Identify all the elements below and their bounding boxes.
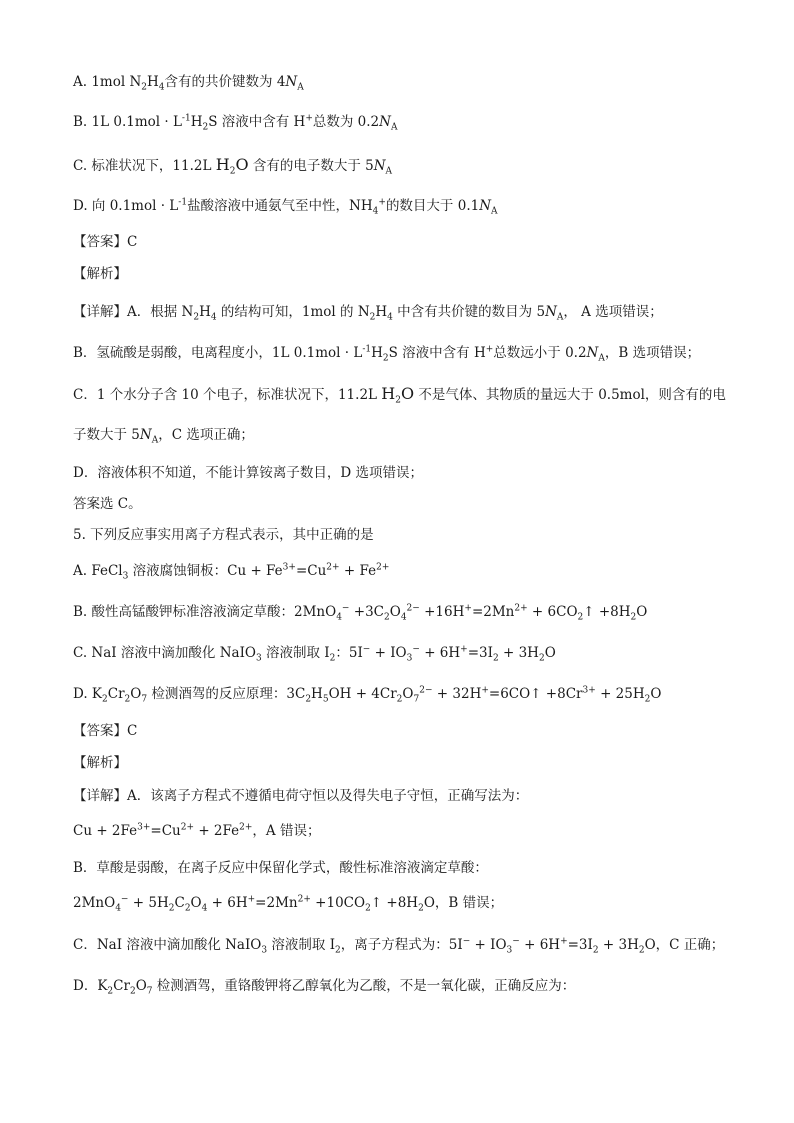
text: ：5I <box>335 645 363 661</box>
sup: 2− <box>419 685 433 696</box>
text: =Cu <box>295 563 327 579</box>
text: 溶液制取 I <box>261 645 330 661</box>
n-symbol: N <box>139 427 152 443</box>
sub: 2 <box>395 395 401 406</box>
q5-detail-b1: B．草酸是弱酸，在离子反应中保留化学式，酸性标准溶液滴定草酸： <box>73 860 488 876</box>
text: =2Mn <box>471 604 515 620</box>
sub: 2 <box>492 653 499 664</box>
text: 总数为 0.2 <box>312 114 380 130</box>
text: =3I <box>467 645 493 661</box>
q5-detail-a1: 【详解】A．该离子方程式不遵循电荷守恒以及得失电子守恒，正确写法为： <box>73 788 529 804</box>
n-symbol: N <box>373 158 386 174</box>
sub: 2 <box>382 353 389 364</box>
sup: 3+ <box>582 685 596 696</box>
text: H <box>381 384 396 403</box>
q4-detail-c1 <box>73 384 726 405</box>
text: H <box>147 74 159 90</box>
text: H <box>311 686 323 702</box>
text: =Cu <box>150 823 181 839</box>
text: C. NaI 溶液中滴加酸化 NaIO <box>73 645 256 661</box>
text: O <box>135 978 147 994</box>
sub: 4 <box>372 206 379 217</box>
sub: 2 <box>644 694 651 705</box>
text: ， A 选项错误； <box>563 304 663 320</box>
q5-detail-b2 <box>73 893 503 913</box>
q4-detail-a <box>73 302 663 322</box>
sub: 3 <box>506 945 513 956</box>
sup: -1 <box>178 197 188 208</box>
text: O <box>235 155 249 174</box>
q5-option-c <box>73 643 556 663</box>
sup: − <box>120 894 129 905</box>
text: A. FeCl <box>73 563 123 579</box>
text: 的数目大于 0.1 <box>385 198 480 214</box>
sub: A <box>556 312 564 323</box>
sub: 7 <box>146 986 153 997</box>
sub: 2 <box>369 312 376 323</box>
sup: -1 <box>181 113 191 124</box>
sub: 2 <box>577 612 584 623</box>
sup: 2+ <box>239 822 253 833</box>
sub: 3 <box>261 945 268 956</box>
text: 不是气体、其物质的量远大于 0.5mol，则含有的电 <box>414 387 726 403</box>
sup: 3+ <box>282 562 296 573</box>
sup: + <box>481 685 489 696</box>
text: O <box>423 895 435 911</box>
text: D．K <box>73 978 108 994</box>
sub: 2 <box>418 903 424 914</box>
sup: -1 <box>362 344 372 355</box>
q5-detail-a2 <box>73 821 320 841</box>
text: ↑ +8H <box>583 604 631 620</box>
sup: + <box>460 644 468 655</box>
sup: − <box>341 603 350 614</box>
sub: 2 <box>592 945 599 956</box>
text: 检测酒驾，重铬酸钾将乙醇氧化为乙酸，不是一氧化碳，正确反应为： <box>152 978 576 994</box>
sub: 2 <box>335 945 341 956</box>
sub: 2 <box>384 612 390 623</box>
q5-answer: 【答案】C <box>73 723 138 739</box>
sup: + <box>464 603 472 614</box>
sup: + <box>485 344 494 355</box>
text: 【详解】A．根据 N <box>73 304 194 320</box>
sup: − <box>412 644 420 655</box>
text: OH + 4Cr <box>328 686 397 702</box>
q5-detail-c <box>73 935 724 955</box>
text: O <box>650 686 662 702</box>
text: ，A 错误； <box>252 823 321 839</box>
q4-detail-d: D．溶液体积不知道，不能计算铵离子数目，D 选项错误； <box>73 465 423 481</box>
text: ，B 错误； <box>434 895 504 911</box>
text: D. K <box>73 686 103 702</box>
sub: 2 <box>184 903 191 914</box>
text: 子数大于 5 <box>73 427 140 443</box>
sup: + <box>247 894 256 905</box>
sub: 4 <box>336 612 342 623</box>
n-symbol: N <box>586 345 599 361</box>
text: 2MnO <box>73 895 116 911</box>
sub: A <box>598 353 605 364</box>
sub: A <box>491 206 498 217</box>
q5-option-d <box>73 684 661 704</box>
text: ↑ +8H <box>370 895 419 911</box>
sub: A <box>297 82 304 93</box>
sup: 2+ <box>514 603 528 614</box>
n-symbol: N <box>545 304 557 320</box>
text: + 32H <box>432 686 482 702</box>
sub: 4 <box>201 903 208 914</box>
sub: 2 <box>396 694 403 705</box>
text: Cr <box>107 686 125 702</box>
text: H <box>371 345 383 361</box>
sub: 2 <box>630 612 637 623</box>
text: 含有的共价键数为 4 <box>164 74 286 90</box>
q4-option-b <box>73 112 397 132</box>
text: 中含有共价键的数目为 5 <box>392 304 546 320</box>
text: 溶液制取 I <box>267 937 336 953</box>
q4-option-c <box>73 155 392 176</box>
text: A. 1mol N <box>73 74 142 90</box>
sup: 2− <box>406 603 420 614</box>
text: + Fe <box>339 563 377 579</box>
text: O <box>644 937 656 953</box>
text: O <box>636 604 648 620</box>
text: 盐酸溶液中通氨气至中性，NH <box>187 198 373 214</box>
sub: 2 <box>329 653 336 664</box>
n-symbol: N <box>285 74 298 90</box>
text: 溶液腐蚀铜板：Cu + Fe <box>128 563 283 579</box>
sub: A <box>390 122 398 133</box>
text: S 溶液中含有 H <box>388 345 486 361</box>
text: Cu + 2Fe <box>73 823 138 839</box>
text: O <box>130 686 142 702</box>
text: ，C 选项正确； <box>158 427 254 443</box>
sup: 2+ <box>180 822 195 833</box>
q4-option-d <box>73 196 498 216</box>
text: =6CO↑ +8Cr <box>488 686 583 702</box>
n-symbol: N <box>479 198 492 214</box>
sub: 2 <box>193 312 200 323</box>
q4-answer: 【答案】C <box>73 234 138 250</box>
sub: 4 <box>115 903 121 914</box>
text: + 3H <box>498 645 539 661</box>
text: + 6H <box>519 937 561 953</box>
q4-analysis: 【解析】 <box>73 266 127 282</box>
text: ，B 选项错误； <box>604 345 701 361</box>
q5-option-b <box>73 602 647 622</box>
sub: 2 <box>638 945 645 956</box>
text: + 6CO <box>527 604 578 620</box>
q4-detail-b <box>73 343 700 363</box>
sub: 4 <box>210 312 217 323</box>
sub: 2 <box>141 82 148 93</box>
text: +3C <box>349 604 384 620</box>
sub: 4 <box>158 82 165 93</box>
text: ，离子方程式为：5I <box>340 937 463 953</box>
text: + 6H <box>207 895 248 911</box>
sup: + <box>560 936 568 947</box>
text: O <box>402 686 414 702</box>
text: =3I <box>567 937 593 953</box>
sup: 3+ <box>137 822 151 833</box>
sub: 2 <box>365 903 371 914</box>
sup: − <box>362 644 371 655</box>
text: B. 酸性高锰酸钾标准溶液滴定草酸：2MnO <box>73 604 337 620</box>
text: 含有的电子数大于 5 <box>248 158 374 174</box>
sub: 4 <box>387 312 393 323</box>
sub: 2 <box>202 122 209 133</box>
text: H <box>190 114 203 130</box>
q5-detail-d <box>73 976 575 996</box>
text: C．NaI 溶液中滴加酸化 NaIO <box>73 937 262 953</box>
text: =2Mn <box>255 895 298 911</box>
text: +16H <box>419 604 465 620</box>
text: C．1 个水分子含 10 个电子，标准状况下，11.2L <box>73 387 382 403</box>
text: ，C 正确； <box>655 937 725 953</box>
q4-final: 答案选 C。 <box>73 496 142 512</box>
text: C. 标准状况下，11.2L <box>73 158 216 174</box>
sub: A <box>385 166 393 177</box>
text: + 5H <box>128 895 169 911</box>
text: C <box>174 895 185 911</box>
sub: 5 <box>322 694 329 705</box>
sub: 7 <box>413 694 420 705</box>
text: + 6H <box>419 645 461 661</box>
q4-detail-c2 <box>73 425 254 445</box>
sub: 2 <box>102 694 108 705</box>
text: H <box>199 304 211 320</box>
text: 的结构可知，1mol 的 N <box>216 304 370 320</box>
q5-stem: 5. 下列反应事实用离子方程式表示，其中正确的是 <box>73 527 374 543</box>
text: +10CO <box>310 895 366 911</box>
sub: 3 <box>255 653 262 664</box>
text: + 3H <box>598 937 639 953</box>
text: O <box>190 895 202 911</box>
sub: 2 <box>107 986 114 997</box>
sub: 2 <box>129 986 136 997</box>
text: H <box>215 155 230 174</box>
sup: 2+ <box>376 562 390 573</box>
sup: + <box>378 197 386 208</box>
q5-option-a <box>73 561 389 581</box>
text: H <box>375 304 388 320</box>
sup: − <box>512 936 520 947</box>
text: + 2Fe <box>194 823 240 839</box>
sub: 2 <box>229 166 236 177</box>
sub: 2 <box>538 653 545 664</box>
text: B．氢硫酸是弱酸，电离程度小，1L 0.1mol · L <box>73 345 363 361</box>
sub: 3 <box>122 571 129 582</box>
sup: 2+ <box>297 894 311 905</box>
sup: 2+ <box>326 562 340 573</box>
sup: − <box>462 936 471 947</box>
sub: 2 <box>124 694 131 705</box>
sub: 2 <box>305 694 312 705</box>
text: O <box>389 604 401 620</box>
text: + 25H <box>595 686 645 702</box>
sub: 3 <box>406 653 413 664</box>
sub: 7 <box>141 694 148 705</box>
text: 总数远小于 0.2 <box>493 345 587 361</box>
q4-option-a <box>73 72 304 92</box>
text: D. 向 0.1mol · L <box>73 198 179 214</box>
sub: 2 <box>168 903 175 914</box>
q5-analysis: 【解析】 <box>73 755 127 771</box>
text: 检测酒驾的反应原理：3C <box>147 686 306 702</box>
text: B. 1L 0.1mol · L <box>73 114 182 130</box>
sub: 4 <box>400 612 407 623</box>
text: O <box>544 645 556 661</box>
text: S 溶液中含有 H <box>208 114 306 130</box>
text: Cr <box>113 978 130 994</box>
sub: A <box>151 435 159 446</box>
n-symbol: N <box>379 114 391 130</box>
text: O <box>400 384 415 403</box>
text: + IO <box>470 937 507 953</box>
sup: + <box>305 113 313 124</box>
text: + IO <box>370 645 407 661</box>
